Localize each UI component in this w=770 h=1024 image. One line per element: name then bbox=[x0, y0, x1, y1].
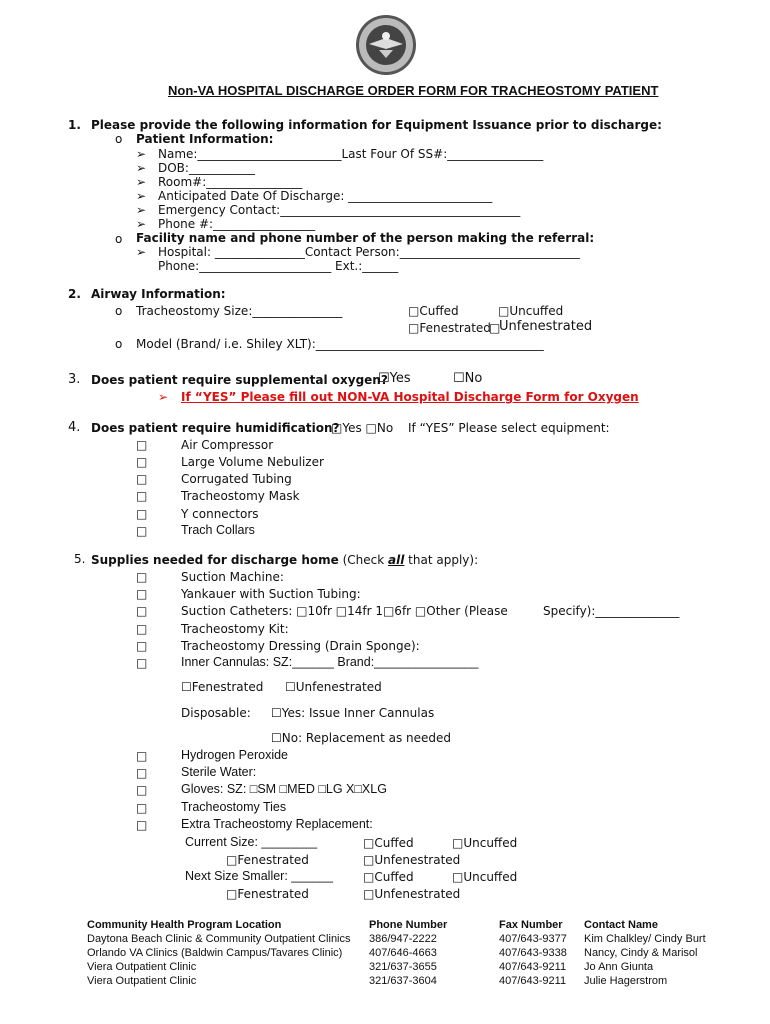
arrow-bullet-icon: ➢ bbox=[158, 390, 169, 404]
footer-contact: Jo Ann Giunta bbox=[584, 961, 654, 973]
bullet-icon: o bbox=[115, 337, 123, 351]
form-title: Non-VA HOSPITAL DISCHARGE ORDER FORM FOR TRACHEOSTOMY PATIENT bbox=[168, 83, 659, 98]
trach-size-field[interactable]: Tracheostomy Size:_______________ bbox=[136, 304, 343, 318]
s1-heading: Please provide the following information for Equipment Issuance prior to discharge: bbox=[91, 118, 662, 132]
footer-fax: 407/643-9211 bbox=[499, 961, 567, 973]
footer-location: Viera Outpatient Clinic bbox=[87, 975, 197, 987]
footer-phone: 321/637-3655 bbox=[369, 961, 437, 973]
next-uncuffed-checkbox[interactable]: □Uncuffed bbox=[452, 870, 518, 884]
arrow-bullet-icon: ➢ bbox=[136, 245, 147, 259]
checkbox-icon[interactable]: □ bbox=[136, 766, 148, 780]
facility-heading: Facility name and phone number of the person making the referral: bbox=[136, 231, 595, 245]
arrow-bullet-icon: ➢ bbox=[136, 217, 147, 231]
s5-paren-open: (Check bbox=[342, 553, 389, 567]
checkbox-icon[interactable]: □ bbox=[136, 818, 148, 832]
s2-number: 2. bbox=[68, 287, 81, 301]
dob-field[interactable]: DOB:___________ bbox=[158, 161, 255, 175]
next-size-field[interactable]: Next Size Smaller: ______ bbox=[185, 869, 333, 883]
oxygen-form-note: If “YES” Please fill out NON-VA Hospital Discharge Form for Oxygen bbox=[181, 390, 639, 404]
current-size-field[interactable]: Current Size: ________ bbox=[185, 835, 318, 849]
footer-header-location: Community Health Program Location bbox=[87, 919, 282, 931]
footer-phone: 386/947-2222 bbox=[369, 933, 437, 945]
cannula-fenestrated-checkbox[interactable]: ☐Fenestrated bbox=[181, 680, 264, 694]
trach-kit-item: Tracheostomy Kit: bbox=[181, 622, 289, 636]
sterile-water-item: Sterile Water: bbox=[181, 765, 257, 779]
oxygen-yes-checkbox[interactable]: ☐Yes bbox=[378, 371, 411, 386]
oxygen-no-checkbox[interactable]: ☐No bbox=[453, 371, 483, 386]
footer-location: Orlando VA Clinics (Baldwin Campus/Tavares Clinic) bbox=[87, 947, 343, 959]
checkbox-icon[interactable]: □ bbox=[136, 507, 148, 521]
footer-fax: 407/643-9377 bbox=[499, 933, 567, 945]
s4-number: 4. bbox=[68, 420, 81, 435]
humid-item: Air Compressor bbox=[181, 438, 274, 452]
fenestrated-checkbox[interactable]: □Fenestrated bbox=[408, 321, 491, 335]
arrow-bullet-icon: ➢ bbox=[136, 189, 147, 203]
arrow-bullet-icon: ➢ bbox=[136, 175, 147, 189]
next-unfenestrated-checkbox[interactable]: □Unfenestrated bbox=[363, 887, 461, 901]
footer-header-contact: Contact Name bbox=[584, 919, 658, 931]
checkbox-icon[interactable]: □ bbox=[136, 604, 148, 618]
humidification-note: If “YES” Please select equipment: bbox=[408, 421, 610, 435]
footer-phone: 407/646-4663 bbox=[369, 947, 437, 959]
next-cuffed-checkbox[interactable]: □Cuffed bbox=[363, 870, 414, 884]
uncuffed-checkbox[interactable]: □Uncuffed bbox=[498, 304, 564, 318]
footer-header-fax: Fax Number bbox=[499, 919, 563, 931]
model-field[interactable]: Model (Brand/ i.e. Shiley XLT):______________________________________ bbox=[136, 337, 544, 351]
cuffed-checkbox[interactable]: □Cuffed bbox=[408, 304, 459, 318]
checkbox-icon[interactable]: □ bbox=[136, 749, 148, 763]
trach-dressing-item: Tracheostomy Dressing (Drain Sponge): bbox=[181, 639, 420, 653]
checkbox-icon[interactable]: □ bbox=[136, 489, 148, 503]
phone-field[interactable]: Phone #:_________________ bbox=[158, 217, 316, 231]
unfenestrated-label: Unfenestrated bbox=[499, 319, 593, 334]
unfenestrated-checkbox[interactable]: □ bbox=[489, 321, 501, 335]
checkbox-icon[interactable]: □ bbox=[136, 438, 148, 452]
phone-ext-field[interactable]: Phone:______________________ Ext.:______ bbox=[158, 259, 399, 273]
oxygen-question: Does patient require supplemental oxygen? bbox=[91, 373, 388, 387]
checkbox-icon[interactable]: □ bbox=[136, 639, 148, 653]
name-ss-field[interactable]: Name:________________________Last Four Of SS#:________________ bbox=[158, 147, 544, 161]
bullet-icon: o bbox=[115, 304, 123, 318]
footer-location: Viera Outpatient Clinic bbox=[87, 961, 197, 973]
humidification-yesno-checkbox[interactable]: □Yes □No bbox=[331, 421, 394, 435]
s5-all: all bbox=[388, 553, 405, 567]
s5-heading: Supplies needed for discharge home bbox=[91, 553, 339, 567]
current-unfenestrated-checkbox[interactable]: □Unfenestrated bbox=[363, 853, 461, 867]
footer-contact: Kim Chalkley/ Cindy Burt bbox=[584, 933, 706, 945]
humid-item: Large Volume Nebulizer bbox=[181, 455, 324, 469]
humid-item: Trach Collars bbox=[181, 523, 255, 537]
disposable-no-checkbox[interactable]: ☐No: Replacement as needed bbox=[271, 731, 452, 745]
arrow-bullet-icon: ➢ bbox=[136, 161, 147, 175]
checkbox-icon[interactable]: □ bbox=[136, 622, 148, 636]
checkbox-icon[interactable]: □ bbox=[136, 570, 148, 584]
humid-item: Tracheostomy Mask bbox=[181, 489, 300, 503]
discharge-date-field[interactable]: Anticipated Date Of Discharge: ________________________ bbox=[158, 189, 493, 203]
arrow-bullet-icon: ➢ bbox=[136, 147, 147, 161]
footer-fax: 407/643-9211 bbox=[499, 975, 567, 987]
humid-item: Y connectors bbox=[181, 507, 259, 521]
footer-location: Daytona Beach Clinic & Community Outpatient Clinics bbox=[87, 933, 351, 945]
s1-number: 1. bbox=[68, 118, 81, 132]
current-uncuffed-checkbox[interactable]: □Uncuffed bbox=[452, 836, 518, 850]
disposable-label: Disposable: bbox=[181, 706, 251, 720]
checkbox-icon[interactable]: □ bbox=[136, 472, 148, 486]
s5-paren-close: that apply): bbox=[404, 553, 479, 567]
humid-item: Corrugated Tubing bbox=[181, 472, 292, 486]
extra-trach-item: Extra Tracheostomy Replacement: bbox=[181, 817, 373, 831]
patient-info-heading: Patient Information: bbox=[136, 132, 274, 146]
current-fenestrated-checkbox[interactable]: □Fenestrated bbox=[226, 853, 309, 867]
checkbox-icon[interactable]: □ bbox=[136, 587, 148, 601]
inner-cannulas-field[interactable]: Inner Cannulas: SZ:______ Brand:_______________ bbox=[181, 655, 479, 669]
va-seal-logo bbox=[355, 14, 417, 76]
room-field[interactable]: Room#:________________ bbox=[158, 175, 303, 189]
emergency-contact-field[interactable]: Emergency Contact:________________________________________ bbox=[158, 203, 521, 217]
checkbox-icon[interactable]: □ bbox=[136, 455, 148, 469]
s5-number: 5. bbox=[74, 552, 86, 566]
hydrogen-peroxide-item: Hydrogen Peroxide bbox=[181, 748, 289, 762]
humidification-question: Does patient require humidification? bbox=[91, 421, 340, 435]
footer-fax: 407/643-9338 bbox=[499, 947, 567, 959]
disposable-yes-checkbox[interactable]: ☐Yes: Issue Inner Cannulas bbox=[271, 706, 435, 720]
suction-catheters-item[interactable]: Suction Catheters: □10fr □14fr 1□6fr □Other (Please bbox=[181, 604, 508, 618]
bullet-icon: o bbox=[115, 132, 123, 146]
gloves-item[interactable]: Gloves: SZ: □SM □MED □LG X□XLG bbox=[181, 782, 387, 796]
checkbox-icon[interactable]: □ bbox=[136, 801, 148, 815]
trach-ties-item: Tracheostomy Ties bbox=[181, 800, 287, 814]
hospital-contact-field[interactable]: Hospital: _______________Contact Person:______________________________ bbox=[158, 245, 580, 259]
specify-field[interactable]: Specify):______________ bbox=[543, 604, 680, 618]
bullet-icon: o bbox=[115, 232, 123, 246]
footer-contact: Julie Hagerstrom bbox=[584, 975, 668, 987]
footer-header-phone: Phone Number bbox=[369, 919, 448, 931]
yankauer-item: Yankauer with Suction Tubing: bbox=[181, 587, 361, 601]
arrow-bullet-icon: ➢ bbox=[136, 203, 147, 217]
current-cuffed-checkbox[interactable]: □Cuffed bbox=[363, 836, 414, 850]
suction-machine-item: Suction Machine: bbox=[181, 570, 284, 584]
cannula-unfenestrated-checkbox[interactable]: ☐Unfenestrated bbox=[285, 680, 382, 694]
checkbox-icon[interactable]: □ bbox=[136, 656, 148, 670]
s2-heading: Airway Information: bbox=[91, 287, 226, 301]
checkbox-icon[interactable]: □ bbox=[136, 783, 148, 797]
s3-number: 3. bbox=[68, 372, 81, 387]
next-fenestrated-checkbox[interactable]: □Fenestrated bbox=[226, 887, 309, 901]
footer-phone: 321/637-3604 bbox=[369, 975, 437, 987]
footer-contact: Nancy, Cindy & Marisol bbox=[584, 947, 698, 959]
checkbox-icon[interactable]: □ bbox=[136, 524, 148, 538]
